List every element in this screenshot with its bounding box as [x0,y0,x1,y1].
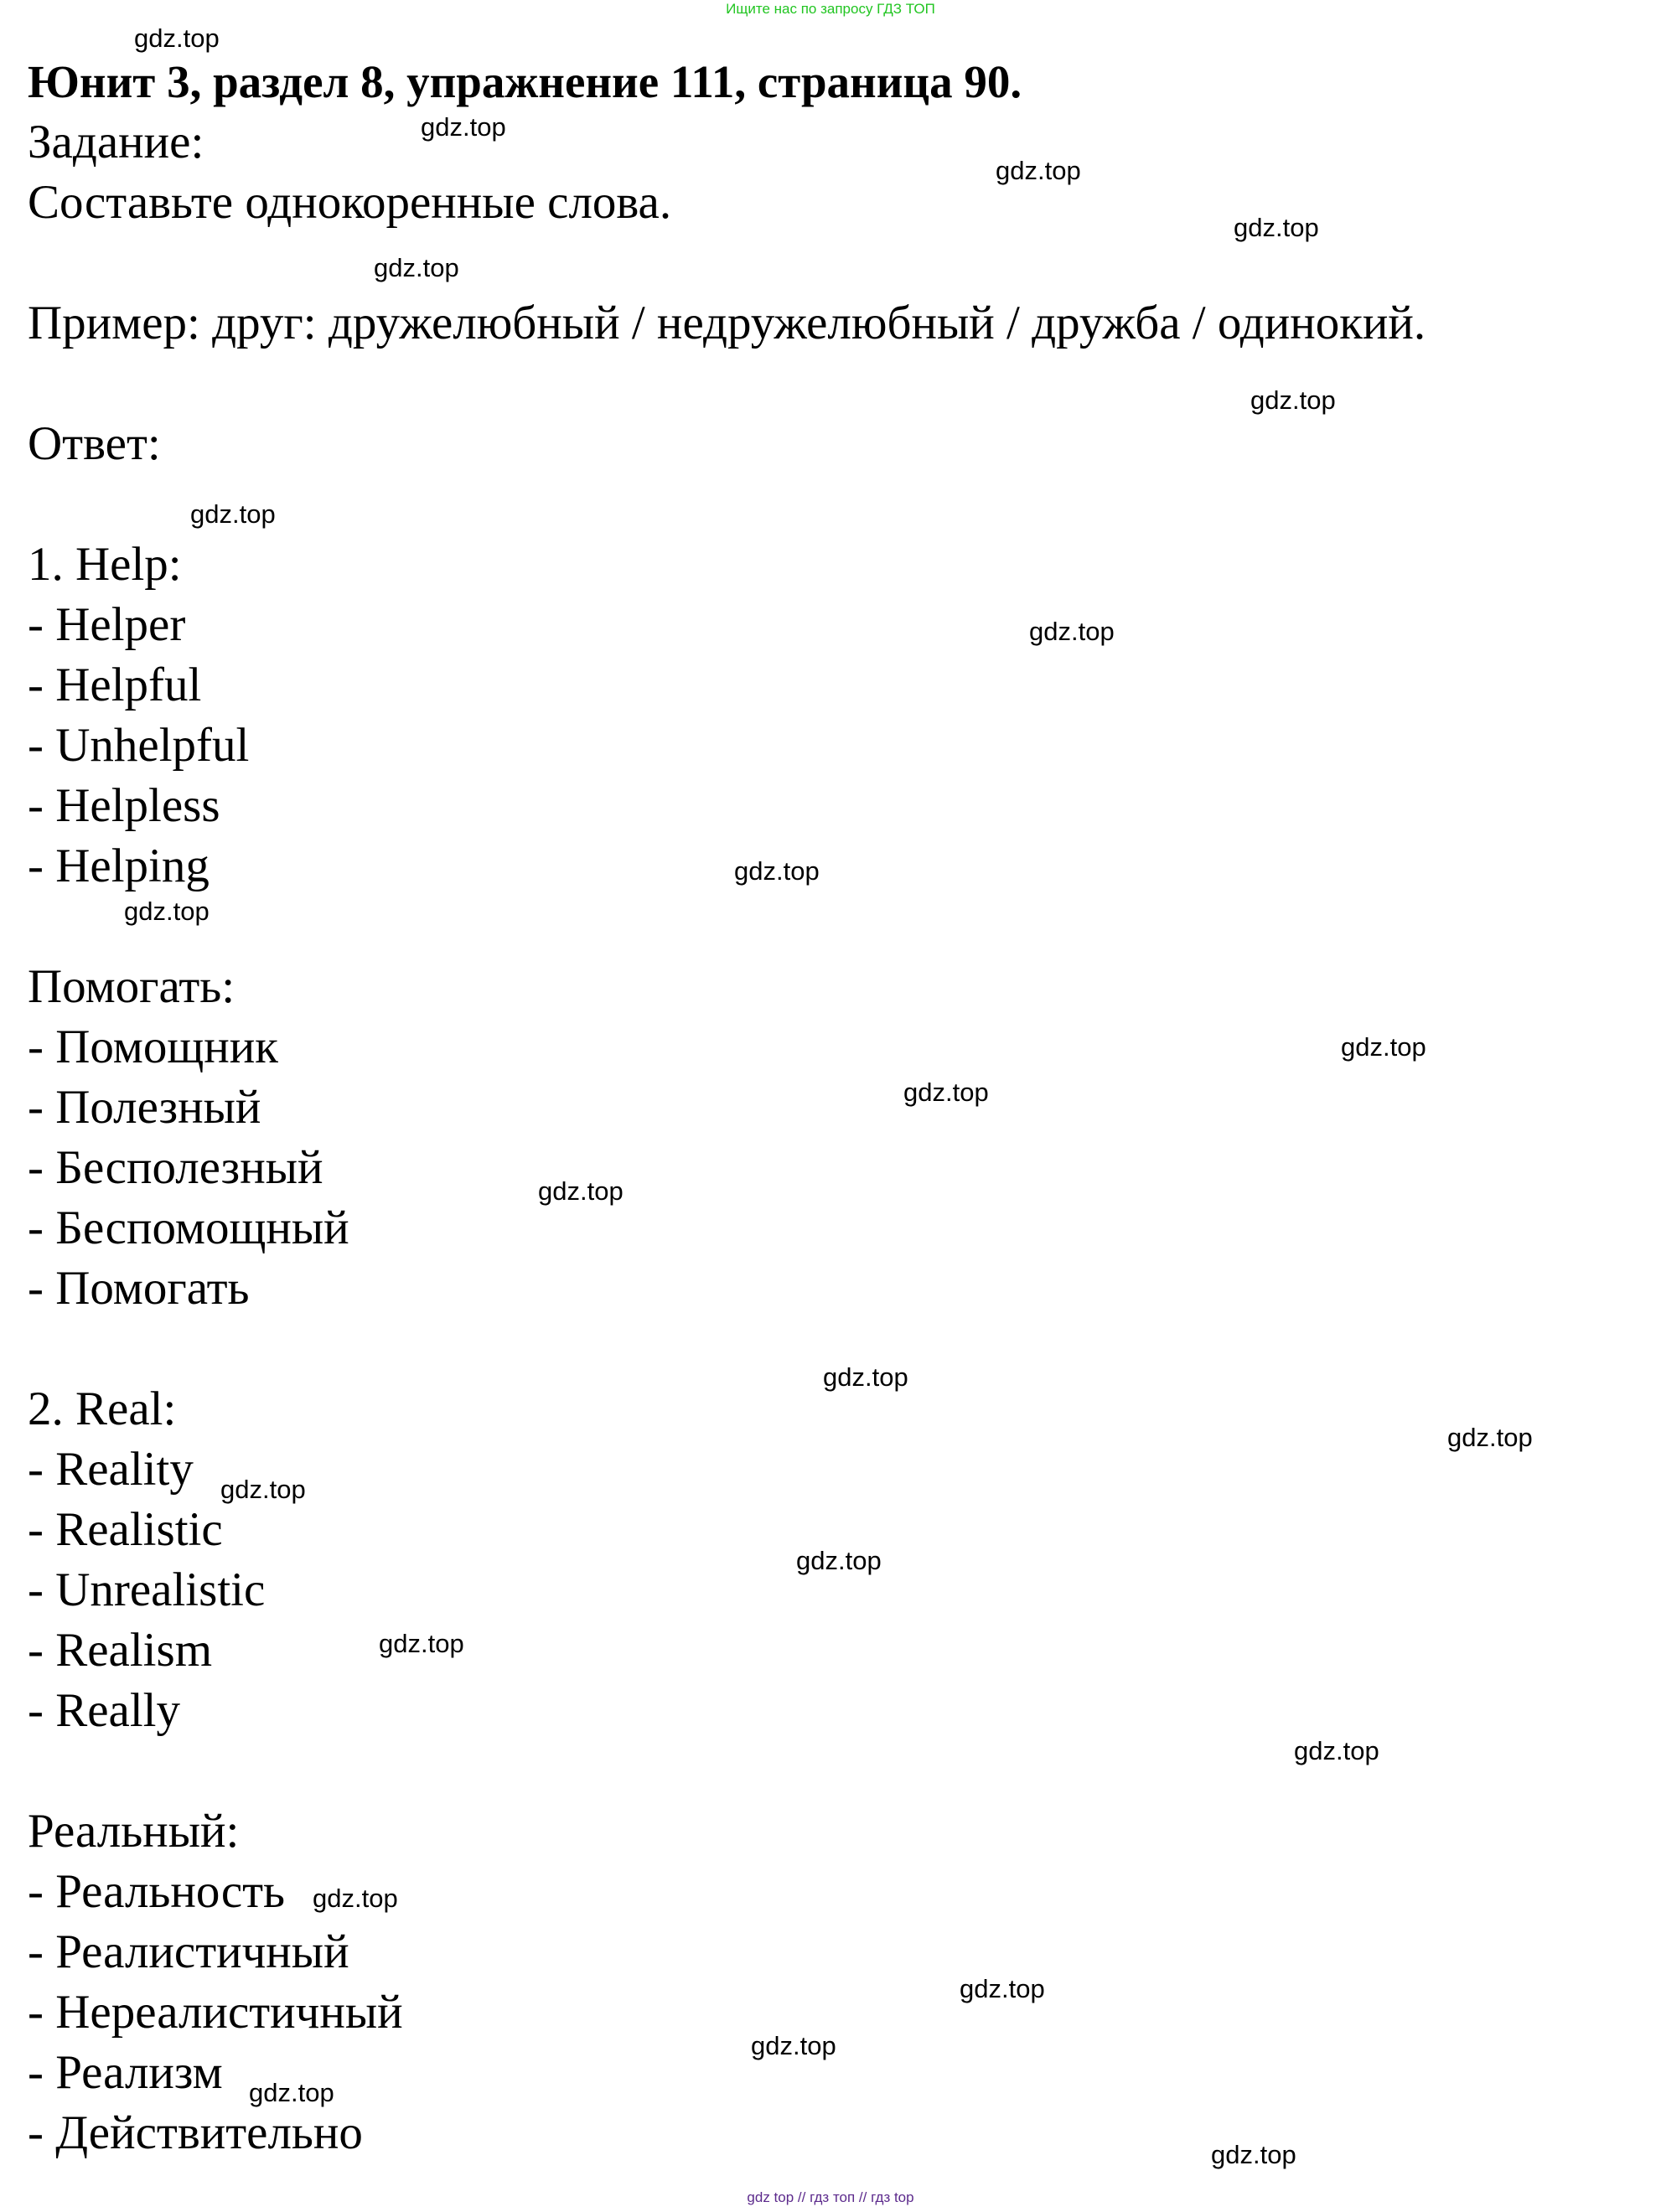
page-title: Юнит 3, раздел 8, упражнение 111, страница 90. [28,56,1022,107]
watermark: gdz.top [379,1629,464,1658]
watermark: gdz.top [1294,1736,1379,1765]
task-label: Задание: [28,116,204,168]
list-item: - Реализм [28,2046,223,2099]
watermark: gdz.top [1341,1032,1426,1062]
bottom-banner: gdz top // гдз топ // гдз top [747,2189,914,2205]
group-heading: Реальный: [28,1805,240,1858]
group-heading: Помогать: [28,960,235,1013]
watermark: gdz.top [796,1546,882,1575]
list-item: - Helper [28,598,186,651]
watermark: gdz.top [1029,617,1115,646]
group-realny [28,1801,1637,2163]
list-item: - Помогать [28,1262,250,1315]
watermark: gdz.top [734,856,820,886]
watermark: gdz.top [996,156,1081,185]
watermark: gdz.top [134,23,220,53]
group-heading: 1. Help: [28,538,182,591]
watermark: gdz.top [1211,2140,1296,2169]
list-item: - Helpful [28,659,202,711]
list-item: - Реальность [28,1865,286,1918]
list-item: - Нереалистичный [28,1986,403,2039]
answer-label: Ответ: [28,417,161,470]
list-item: - Reality [28,1443,194,1496]
watermark: gdz.top [751,2031,836,2060]
list-item: - Беспомощный [28,1202,349,1254]
list-item: - Бесполезный [28,1141,323,1194]
watermark: gdz.top [220,1475,306,1504]
document-body [28,52,1637,2163]
watermark: gdz.top [1447,1423,1533,1452]
example-text: Пример: друг: дружелюбный / недружелюбный / дружба / одинокий. [28,297,1426,349]
list-item: - Realistic [28,1503,223,1556]
watermark: gdz.top [960,1974,1045,2003]
task-text: Составьте однокоренные слова. [28,176,672,229]
list-item: - Действительно [28,2106,363,2159]
group-pomogat [28,957,1637,1319]
watermark: gdz.top [374,253,459,282]
group-heading: 2. Real: [28,1382,177,1435]
watermark: gdz.top [124,897,210,926]
list-item: - Really [28,1684,181,1737]
group-help [28,535,1637,897]
watermark: gdz.top [1250,385,1336,415]
watermark: gdz.top [538,1176,624,1206]
list-item: - Helping [28,840,210,892]
watermark: gdz.top [249,2078,334,2107]
list-item: - Полезный [28,1081,261,1134]
list-item: - Unrealistic [28,1563,266,1616]
watermark: gdz.top [823,1362,908,1392]
watermark: gdz.top [903,1078,989,1107]
list-item: - Помощник [28,1021,278,1073]
list-item: - Realism [28,1624,213,1677]
watermark: gdz.top [190,499,276,529]
watermark: gdz.top [313,1884,398,1913]
watermark: gdz.top [1234,213,1319,242]
watermark: gdz.top [421,112,506,142]
top-banner: Ищите нас по запросу ГДЗ ТОП [726,1,935,17]
list-item: - Unhelpful [28,719,250,772]
list-item: - Реалистичный [28,1925,349,1978]
list-item: - Helpless [28,779,220,832]
